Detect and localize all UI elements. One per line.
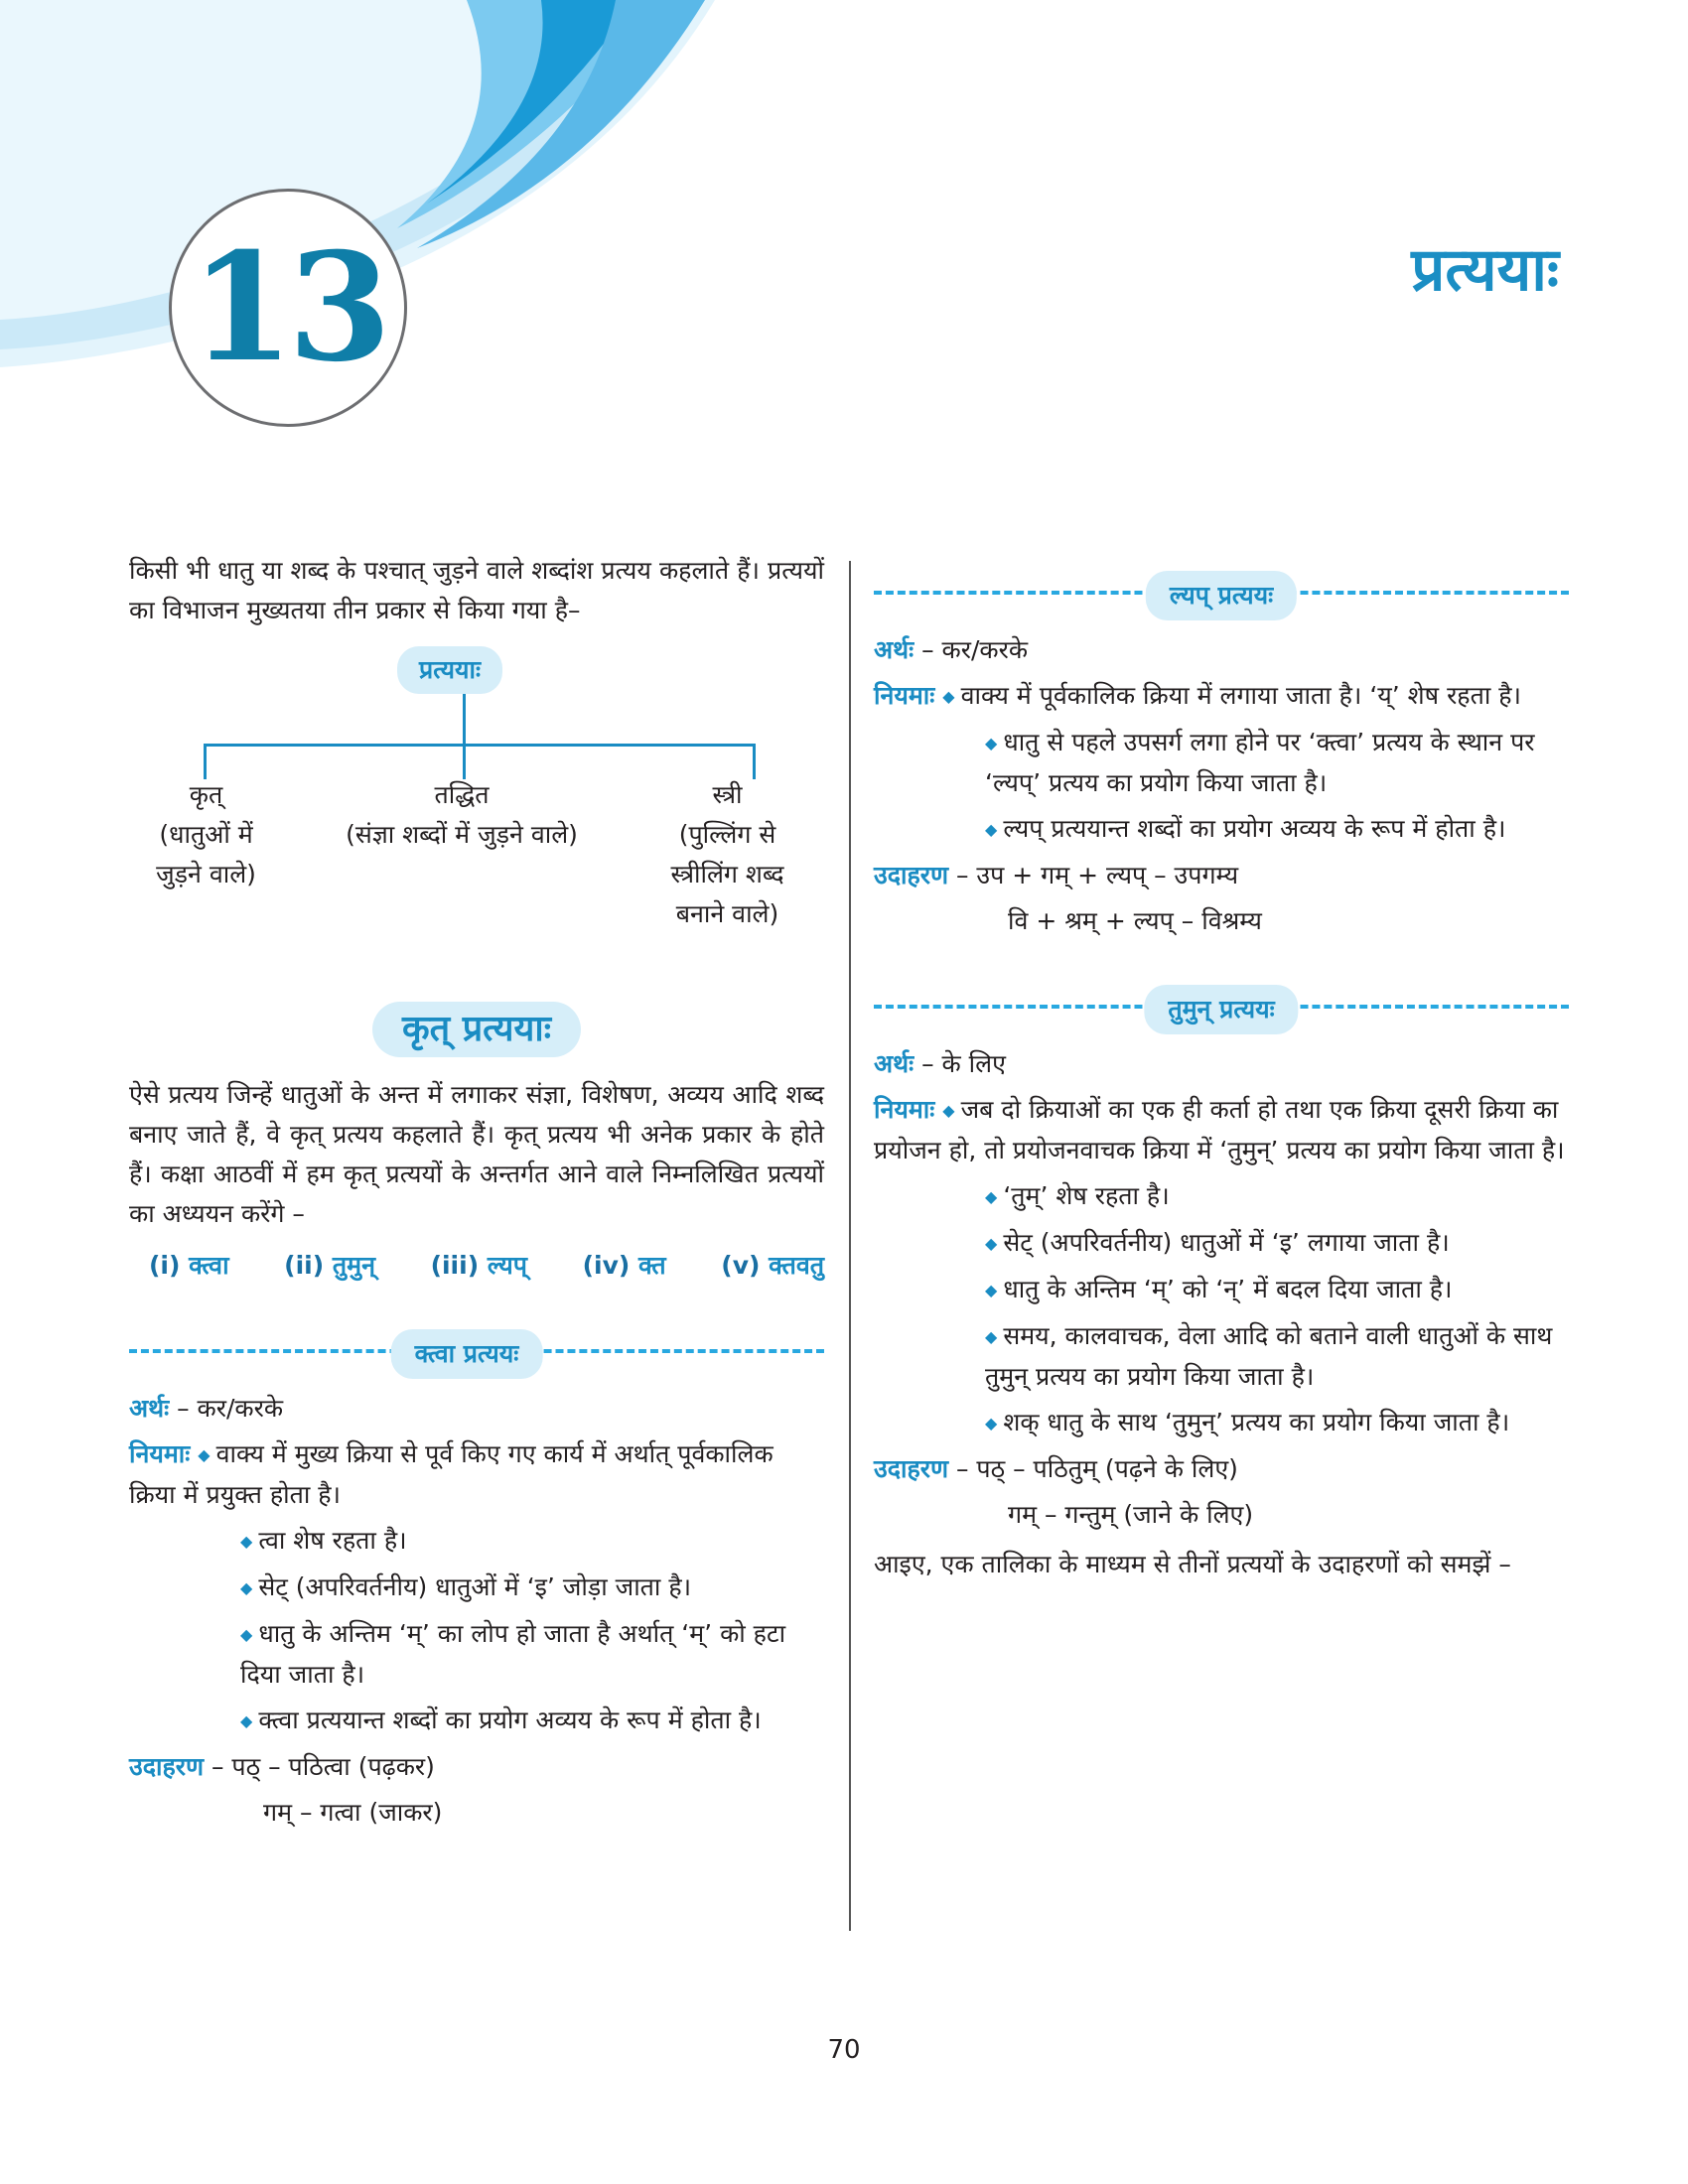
column-divider — [849, 561, 851, 1931]
tree-root: प्रत्ययाः — [397, 646, 502, 694]
chapter-number-badge — [169, 189, 407, 427]
right-column — [874, 551, 1569, 1584]
lyap-rule: नियमाः ◆ वाक्य में पूर्वकालिक क्रिया में लगाया जाता है। ‘य्’ शेष रहता है। — [874, 681, 1522, 710]
lyap-heading: ल्यप् प्रत्ययः — [1146, 571, 1297, 620]
tree-node-stri: स्त्री (पुल्लिंग से स्त्रीलिंग शब्द बनाने वाले) — [670, 780, 784, 928]
ktva-rule: ◆ त्वा शेष रहता है। — [240, 1526, 407, 1555]
ktva-example: उदाहरण – पठ् – पठित्वा (पढ़कर) — [129, 1752, 435, 1781]
tumun-rule: ◆ ‘तुम्’ शेष रहता है। — [985, 1181, 1170, 1210]
krit-heading: कृत् प्रत्ययाः — [372, 1002, 581, 1057]
ktva-rule: ◆ क्त्वा प्रत्ययान्त शब्दों का प्रयोग अव्यय के रूप में होता है। — [240, 1706, 762, 1734]
page-number: 70 — [827, 2035, 861, 2065]
intro-text: किसी भी धातु या शब्द के पश्चात् जुड़ने वाले शब्दांश प्रत्यय कहलाते हैं। प्रत्ययों का विभाजन मुख्यतया तीन प्रकार से किया गया है– — [129, 556, 824, 624]
tumun-meaning: अर्थः – के लिए — [874, 1049, 1006, 1078]
tumun-rule: ◆ समय, कालवाचक, वेला आदि को बताने वाली धातुओं के साथ तुमुन् प्रत्यय का प्रयोग किया जाता है। — [985, 1321, 1553, 1391]
type-item: (ii) तुमुन् — [284, 1251, 375, 1280]
krit-types-list — [129, 1246, 824, 1286]
type-item: (iii) ल्यप् — [430, 1251, 527, 1280]
tumun-example: उदाहरण – पठ् – पठितुम् (पढ़ने के लिए) — [874, 1454, 1238, 1483]
tumun-rule: ◆ धातु के अन्तिम ‘म्’ को ‘न्’ में बदल दिया जाता है। — [985, 1275, 1453, 1303]
ktva-heading: क्त्वा प्रत्ययः — [391, 1329, 543, 1379]
krit-text: ऐसे प्रत्यय जिन्हें धातुओं के अन्त में लगाकर संज्ञा, विशेषण, अव्यय आदि शब्द बनाए जाते हैं, वे कृत् प्रत्यय कहलाते हैं। कृत् प्रत्यय भी अनेक प्रकार के होते हैं। कक्षा आठवीं में हम कृत् प्रत्ययों के अन्तर्गत आने वाले निम्नलिखित प्रत्ययों का अध्ययन करेंगे – — [129, 1080, 824, 1228]
classification-tree — [129, 646, 824, 984]
tumun-example: गम् – गन्तुम् (जाने के लिए) — [1008, 1500, 1254, 1529]
ktva-meaning: अर्थः – कर/करके — [129, 1394, 284, 1423]
tree-node-taddhit: तद्धित (संज्ञा शब्दों में जुड़ने वाले) — [346, 780, 578, 849]
tree-node-krit: कृत् (धातुओं में जुड़ने वाले) — [156, 780, 256, 888]
ktva-section-header — [129, 1323, 824, 1379]
tumun-section-header — [874, 979, 1569, 1034]
tumun-rule: ◆ शक् धातु के साथ ‘तुमुन्’ प्रत्यय का प्रयोग किया जाता है। — [985, 1408, 1510, 1436]
lyap-example: वि + श्रम् + ल्यप् – विश्रम्य — [1008, 906, 1262, 935]
lyap-rule: ◆ धातु से पहले उपसर्ग लगा होने पर ‘क्त्वा’ प्रत्यय के स्थान पर ‘ल्यप्’ प्रत्यय का प्रयोग किया जाता है। — [985, 728, 1535, 797]
ktva-rule: नियमाः ◆ वाक्य में मुख्य क्रिया से पूर्व किए गए कार्य में अर्थात् पूर्वकालिक क्रिया में प्रयुक्त होता है। — [129, 1439, 774, 1509]
ktva-rule: ◆ सेट् (अपरिवर्तनीय) धातुओं में ‘इ’ जोड़ा जाता है। — [240, 1572, 692, 1601]
type-item: (v) क्तवतु — [721, 1251, 824, 1280]
lyap-section-header — [874, 565, 1569, 620]
lyap-example: उदाहरण – उप + गम् + ल्यप् – उपगम्य — [874, 861, 1239, 889]
tumun-heading: तुमुन् प्रत्ययः — [1144, 985, 1298, 1034]
ktva-rule: ◆ धातु के अन्तिम ‘म्’ का लोप हो जाता है अर्थात् ‘म्’ को हटा दिया जाता है। — [240, 1619, 786, 1689]
lyap-rule: ◆ ल्यप् प्रत्ययान्त शब्दों का प्रयोग अव्यय के रूप में होता है। — [985, 814, 1506, 843]
left-column — [129, 551, 824, 1839]
lyap-meaning: अर्थः – कर/करके — [874, 635, 1029, 664]
chapter-title: प्रत्ययाः — [1411, 235, 1559, 305]
type-item: (i) क्त्वा — [149, 1251, 229, 1280]
type-item: (iv) क्त — [582, 1251, 666, 1280]
chapter-number: 13 — [190, 220, 386, 395]
outro-text: आइए, एक तालिका के माध्यम से तीनों प्रत्ययों के उदाहरणों को समझें – — [874, 1550, 1511, 1578]
ktva-example: गम् – गत्वा (जाकर) — [263, 1798, 443, 1827]
tumun-rule: ◆ सेट् (अपरिवर्तनीय) धातुओं में ‘इ’ लगाया जाता है। — [985, 1228, 1450, 1257]
tumun-rule: नियमाः ◆ जब दो क्रियाओं का एक ही कर्ता हो तथा एक क्रिया दूसरी क्रिया का प्रयोजन हो, तो प्रयोजनवाचक क्रिया में ‘तुमुन्’ प्रत्यय का प्रयोग किया जाता है। — [874, 1095, 1565, 1164]
